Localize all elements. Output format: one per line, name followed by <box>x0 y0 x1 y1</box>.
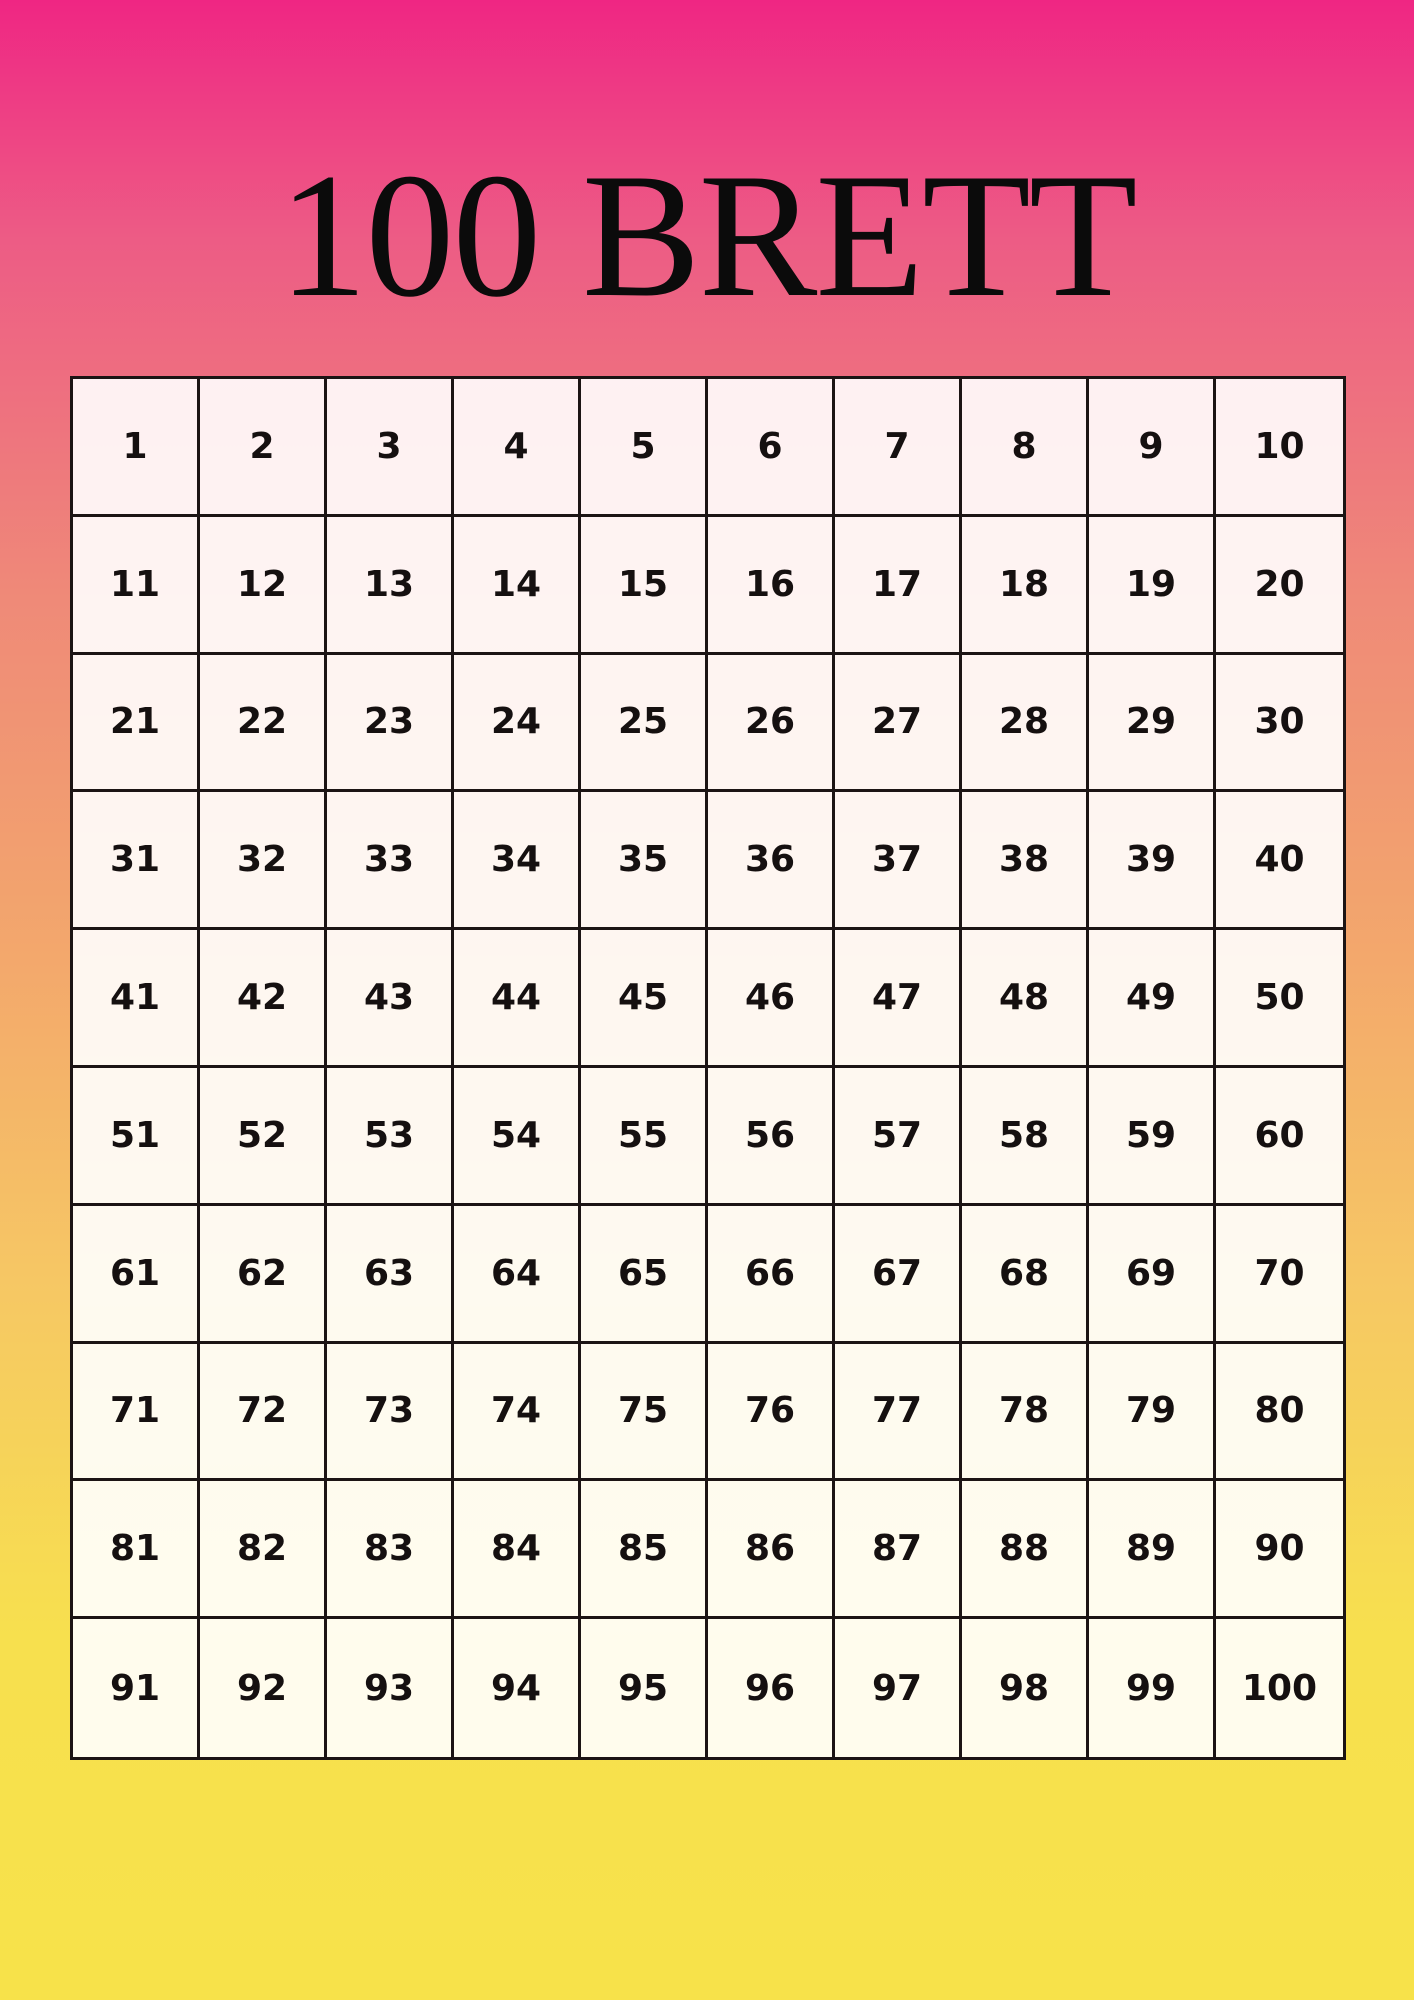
grid-cell: 43 <box>327 930 454 1068</box>
grid-cell: 95 <box>581 1619 708 1757</box>
grid-cell: 97 <box>835 1619 962 1757</box>
grid-cell: 8 <box>962 379 1089 517</box>
grid-cell: 5 <box>581 379 708 517</box>
grid-cell: 69 <box>1089 1206 1216 1344</box>
grid-cell: 51 <box>73 1068 200 1206</box>
grid-cell: 80 <box>1216 1344 1343 1482</box>
grid-cell: 20 <box>1216 517 1343 655</box>
grid-cell: 79 <box>1089 1344 1216 1482</box>
grid-cell: 100 <box>1241 1667 1318 1709</box>
grid-cell: 74 <box>454 1344 581 1482</box>
grid-cell: 55 <box>581 1068 708 1206</box>
grid-cell: 41 <box>73 930 200 1068</box>
grid-cell: 54 <box>454 1068 581 1206</box>
grid-cell: 16 <box>708 517 835 655</box>
grid-cell: 25 <box>581 655 708 793</box>
grid-cell: 87 <box>835 1481 962 1619</box>
page-title: 100 BRETT <box>278 136 1136 334</box>
grid-cell: 37 <box>835 792 962 930</box>
grid-cell: 1 <box>73 379 200 517</box>
grid-cell: 60 <box>1216 1068 1343 1206</box>
grid-cell: 92 <box>200 1619 327 1757</box>
grid-cell: 24 <box>454 655 581 793</box>
grid-cell: 9 <box>1089 379 1216 517</box>
grid-cell: 63 <box>327 1206 454 1344</box>
grid-cell: 7 <box>835 379 962 517</box>
grid-cell: 65 <box>581 1206 708 1344</box>
grid-cell: 73 <box>327 1344 454 1482</box>
grid-cell: 49 <box>1089 930 1216 1068</box>
grid-cell: 42 <box>200 930 327 1068</box>
hundred-board-grid <box>70 376 1346 1760</box>
grid-cell: 98 <box>962 1619 1089 1757</box>
grid-cell: 40 <box>1216 792 1343 930</box>
grid-cell: 66 <box>708 1206 835 1344</box>
grid-cell: 67 <box>835 1206 962 1344</box>
grid-cell: 46 <box>708 930 835 1068</box>
grid-cell: 86 <box>708 1481 835 1619</box>
grid-cell: 64 <box>454 1206 581 1344</box>
grid-cell: 27 <box>835 655 962 793</box>
grid-cell: 91 <box>73 1619 200 1757</box>
grid-cell: 76 <box>708 1344 835 1482</box>
grid-cell: 4 <box>454 379 581 517</box>
grid-cell: 57 <box>835 1068 962 1206</box>
grid-cell: 53 <box>327 1068 454 1206</box>
grid-cell: 58 <box>962 1068 1089 1206</box>
grid-cell: 12 <box>200 517 327 655</box>
grid-cell: 18 <box>962 517 1089 655</box>
grid-cell: 6 <box>708 379 835 517</box>
grid-cell: 48 <box>962 930 1089 1068</box>
grid-cell: 21 <box>73 655 200 793</box>
grid-cell: 96 <box>708 1619 835 1757</box>
grid-cell: 75 <box>581 1344 708 1482</box>
grid-cell: 47 <box>835 930 962 1068</box>
grid-cell: 85 <box>581 1481 708 1619</box>
grid-cell: 35 <box>581 792 708 930</box>
grid-cell: 77 <box>835 1344 962 1482</box>
grid-cell: 22 <box>200 655 327 793</box>
grid-cell: 34 <box>454 792 581 930</box>
grid-cell: 33 <box>327 792 454 930</box>
grid-cell: 31 <box>73 792 200 930</box>
grid-cell: 11 <box>73 517 200 655</box>
grid-cell: 14 <box>454 517 581 655</box>
grid-cell: 81 <box>73 1481 200 1619</box>
grid-cell: 59 <box>1089 1068 1216 1206</box>
grid-cell: 72 <box>200 1344 327 1482</box>
grid-cell: 93 <box>327 1619 454 1757</box>
grid-cell: 26 <box>708 655 835 793</box>
grid-cell: 82 <box>200 1481 327 1619</box>
grid-cell: 10 <box>1216 379 1343 517</box>
grid-cell: 29 <box>1089 655 1216 793</box>
grid-cell: 62 <box>200 1206 327 1344</box>
grid-cell: 2 <box>200 379 327 517</box>
grid-cell: 45 <box>581 930 708 1068</box>
grid-cell: 52 <box>200 1068 327 1206</box>
grid-cell: 70 <box>1216 1206 1343 1344</box>
grid-cell: 78 <box>962 1344 1089 1482</box>
grid-cell: 71 <box>73 1344 200 1482</box>
grid-cell: 15 <box>581 517 708 655</box>
grid-cell: 89 <box>1089 1481 1216 1619</box>
grid-cell: 61 <box>73 1206 200 1344</box>
grid-cell: 84 <box>454 1481 581 1619</box>
grid-cell: 50 <box>1216 930 1343 1068</box>
grid-cell: 3 <box>327 379 454 517</box>
grid-cell: 88 <box>962 1481 1089 1619</box>
grid-cell: 13 <box>327 517 454 655</box>
grid-cell: 90 <box>1216 1481 1343 1619</box>
grid-cell: 83 <box>327 1481 454 1619</box>
grid-cell: 30 <box>1216 655 1343 793</box>
grid-cell: 36 <box>708 792 835 930</box>
grid-cell: 68 <box>962 1206 1089 1344</box>
grid-cell: 17 <box>835 517 962 655</box>
grid-cell: 56 <box>708 1068 835 1206</box>
grid-cell: 39 <box>1089 792 1216 930</box>
grid-cell: 38 <box>962 792 1089 930</box>
grid-cell: 44 <box>454 930 581 1068</box>
grid-cell: 32 <box>200 792 327 930</box>
grid-cell: 94 <box>454 1619 581 1757</box>
grid-cell: 19 <box>1089 517 1216 655</box>
grid-cell: 28 <box>962 655 1089 793</box>
grid-cell: 23 <box>327 655 454 793</box>
grid-cell: 99 <box>1089 1619 1216 1757</box>
